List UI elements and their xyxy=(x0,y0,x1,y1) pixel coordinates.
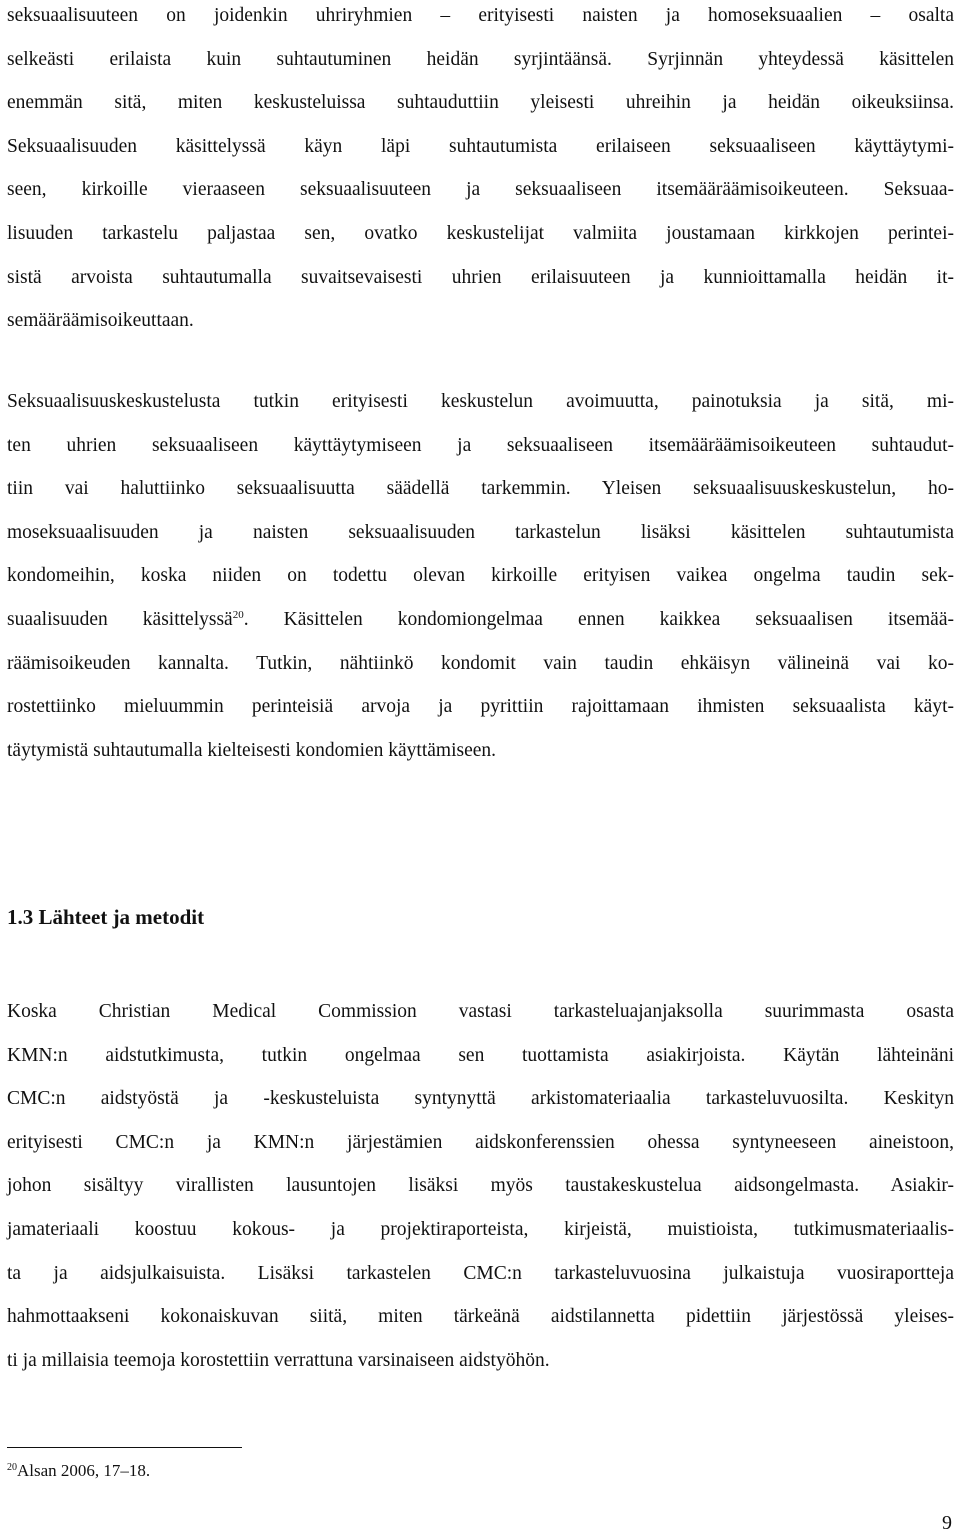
text-line-with-footnote xyxy=(7,598,954,642)
text-line: selkeästi erilaista kuin suhtautuminen heidän syrjintäänsä. Syrjinnän yhteydessä käsittelen xyxy=(7,48,954,70)
page-number: 9 xyxy=(942,1512,952,1534)
text-line: rostettiinko mieluummin perinteisiä arvoja ja pyrittiin rajoittamaan ihmisten seksuaalista käyt- xyxy=(7,696,954,718)
section-heading: 1.3 Lähteet ja metodit xyxy=(7,905,205,929)
text-line: moseksuaalisuuden ja naisten seksuaalisuuden tarkastelun lisäksi käsittelen suhtautumista xyxy=(7,521,954,543)
text-fragment: suaalisuuden käsittelyssä xyxy=(7,608,233,630)
text-line: lisuuden tarkastelu paljastaa sen, ovatko keskustelijat valmiita joustamaan kirkkojen perintei- xyxy=(7,222,954,244)
paragraph-sexuality-discussion xyxy=(7,380,954,772)
text-line: KMN:n aidstutkimusta, tutkin ongelmaa sen tuottamista asiakirjoista. Käytän lähteinäni xyxy=(7,1044,954,1066)
footnote-number: 20 xyxy=(7,1462,17,1473)
footnote-text: Alsan 2006, 17–18. xyxy=(17,1461,151,1480)
text-line: sistä arvoista suhtautumalla suvaitsevaisesti uhrien erilaisuuteen ja kunnioittamalla heidän it- xyxy=(7,266,954,288)
text-line: kondomeihin, koska niiden on todettu olevan kirkoille erityisen vaikea ongelma taudin sek- xyxy=(7,565,954,587)
text-line: jamateriaali koostuu kokous- ja projektiraporteista, kirjeistä, muistioista, tutkimusmateriaalis- xyxy=(7,1218,954,1240)
text-line: erityisesti CMC:n ja KMN:n järjestämien aidskonferenssien ohessa syntyneeseen aineistoon, xyxy=(7,1131,954,1153)
paragraph-sources-methods xyxy=(7,990,954,1382)
text-line: räämisoikeuden kannalta. Tutkin, nähtiinkö kondomit vain taudin ehkäisyn välineinä vai ko- xyxy=(7,652,954,674)
footnote xyxy=(7,1461,150,1481)
text-line: semääräämisoikeuttaan. xyxy=(7,310,194,332)
paragraph-intro-continued xyxy=(7,0,954,343)
text-line: ta ja aidsjulkaisuista. Lisäksi tarkastelen CMC:n tarkasteluvuosina julkaistuja vuosiraportteja xyxy=(7,1262,954,1284)
text-line: seen, kirkoille vieraaseen seksuaalisuuteen ja seksuaaliseen itsemääräämisoikeuteen. Seksuaa- xyxy=(7,179,954,201)
footnote-divider xyxy=(7,1447,242,1448)
text-line: johon sisältyy virallisten lausuntojen lisäksi myös taustakeskustelua aidsongelmasta. Asiakir- xyxy=(7,1175,954,1197)
footnote-reference[interactable]: 20 xyxy=(232,608,244,621)
text-line: seksuaalisuuteen on joidenkin uhriryhmien – erityisesti naisten ja homoseksuaalien – osalta xyxy=(7,5,954,26)
text-line: ten uhrien seksuaaliseen käyttäytymiseen ja seksuaaliseen itsemääräämisoikeuteen suhtaudut- xyxy=(7,434,954,456)
text-line: Seksuaalisuuden käsittelyssä käyn läpi suhtautumista erilaiseen seksuaaliseen käyttäytymi- xyxy=(7,135,954,157)
text-line: Koska Christian Medical Commission vastasi tarkasteluajanjaksolla suurimmasta osasta xyxy=(7,1001,954,1022)
text-line: CMC:n aidstyöstä ja -keskusteluista syntynyttä arkistomateriaalia tarkasteluvuosilta. Keskityn xyxy=(7,1088,954,1110)
text-line: hahmottaakseni kokonaiskuvan siitä, miten tärkeänä aidstilannetta pidettiin järjestössä yleises- xyxy=(7,1306,954,1328)
text-line: tiin vai haluttiinko seksuaalisuutta säädellä tarkemmin. Yleisen seksuaalisuuskeskustelun, ho- xyxy=(7,478,954,500)
text-line: ti ja millaisia teemoja korostettiin verrattuna varsinaiseen aidstyöhön. xyxy=(7,1349,550,1371)
text-fragment: . Käsittelen kondomiongelmaa ennen kaikkea seksuaalisen itsemää- xyxy=(243,608,954,630)
text-line: enemmän sitä, miten keskusteluissa suhtauduttiin yleisesti uhreihin ja heidän oikeuksiinsa. xyxy=(7,92,954,114)
text-line: Seksuaalisuuskeskustelusta tutkin erityisesti keskustelun avoimuutta, painotuksia ja sitä, mi- xyxy=(7,391,954,412)
text-line: täytymistä suhtautumalla kielteisesti kondomien käyttämiseen. xyxy=(7,739,497,761)
